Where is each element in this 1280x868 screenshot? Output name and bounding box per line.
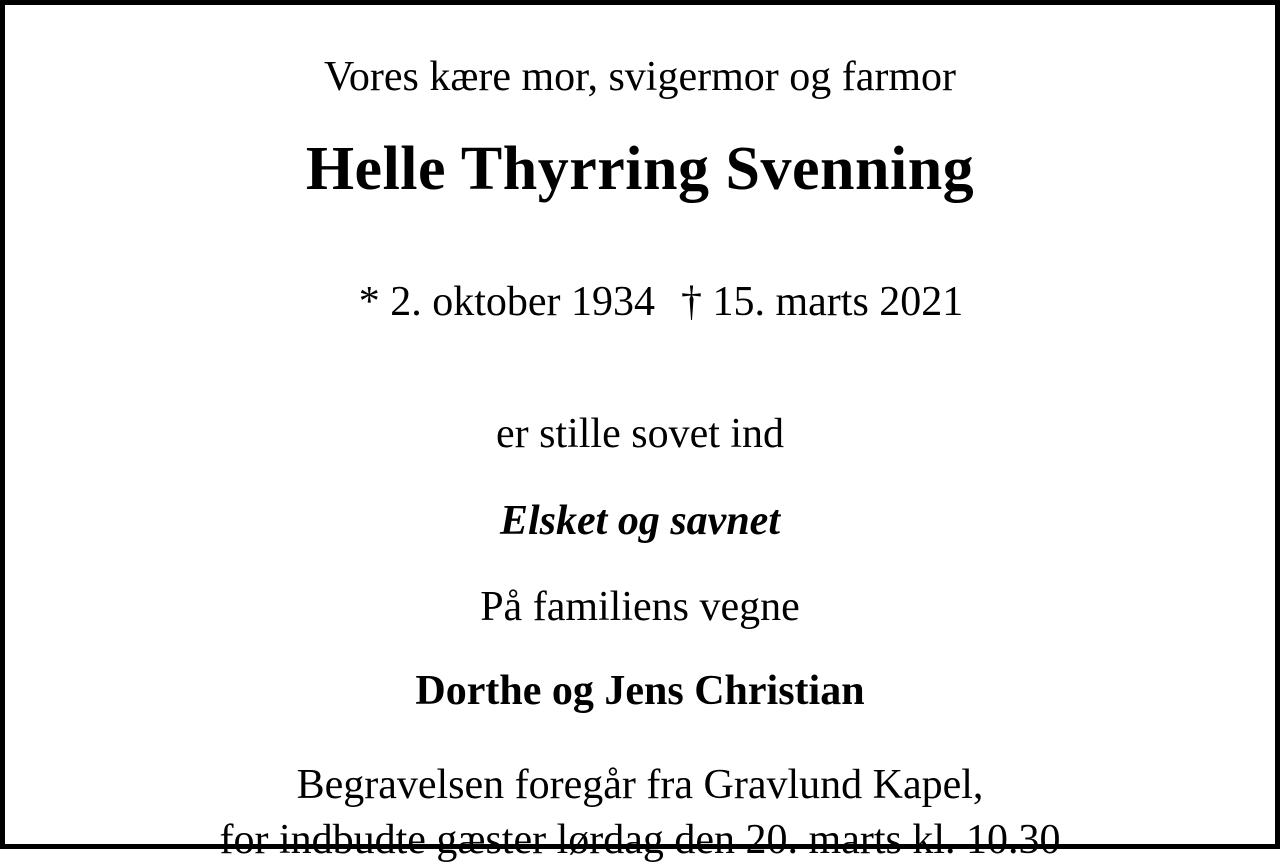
on-behalf-of: På familiens vegne: [480, 583, 800, 630]
death-date: † 15. marts 2021: [680, 278, 964, 325]
passing-phrase: er stille sovet ind: [495, 411, 785, 458]
funeral-line-1: Begravelsen foregår fra Gravlund Kapel,: [296, 761, 984, 808]
deceased-name: Helle Thyrring Svenning: [305, 135, 975, 204]
relation-intro: Vores kære mor, svigermor og farmor: [323, 54, 957, 100]
funeral-details: [219, 758, 1060, 868]
epitaph: Elsket og savnet: [500, 497, 780, 544]
signers: Dorthe og Jens Christian: [415, 668, 865, 715]
life-dates: [5, 229, 1275, 374]
birth-date: * 2. oktober 1934: [358, 278, 655, 325]
funeral-line-2: for indbudte gæster lørdag den 20. marts kl. 10.30: [219, 817, 1061, 863]
